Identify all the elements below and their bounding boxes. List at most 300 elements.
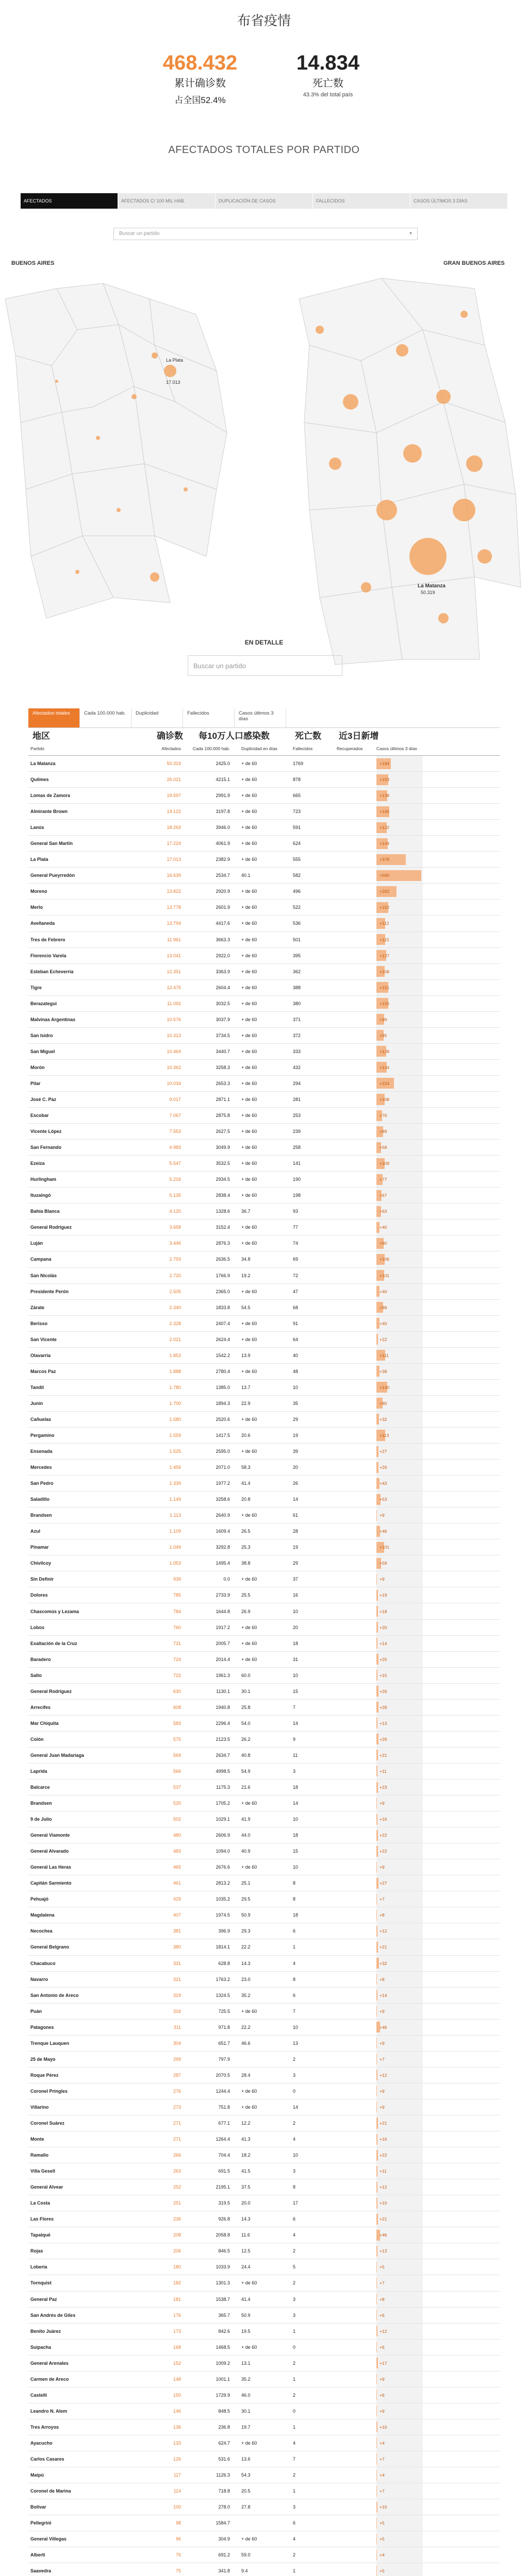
bubble[interactable] (131, 394, 137, 399)
bubble[interactable] (361, 582, 371, 592)
table-row[interactable] (28, 1044, 500, 1060)
cell-fallecidos: 536 (293, 921, 301, 926)
cell-duplicidad: + de 60 (241, 889, 257, 894)
table-row[interactable] (28, 1124, 500, 1140)
cell-duplicidad: 35.2 (241, 2376, 251, 2382)
bubble[interactable] (316, 326, 324, 334)
table-row[interactable] (28, 1300, 500, 1316)
cell-duplicidad: + de 60 (241, 2536, 257, 2542)
col-partido[interactable]: Partido (30, 745, 44, 751)
new-cases-bar (376, 1510, 377, 1521)
cell-duplicidad: + de 60 (241, 1145, 257, 1150)
bubble[interactable] (117, 508, 121, 512)
cell-fallecidos: 10 (293, 1817, 299, 1822)
table-row[interactable] (28, 1555, 500, 1571)
new-cases-bar (376, 1670, 377, 1681)
table-row[interactable] (28, 1620, 500, 1636)
cell-afectados: 316 (173, 2008, 181, 2014)
table-row[interactable] (28, 2004, 500, 2020)
bubble[interactable] (184, 487, 188, 492)
table-row[interactable] (28, 2483, 500, 2499)
cell-fallecidos: 2 (293, 2392, 296, 2398)
cell-fallecidos: 1 (293, 2568, 296, 2574)
table-row[interactable] (28, 2195, 500, 2211)
table-row[interactable] (28, 2340, 500, 2355)
table-row[interactable] (28, 2387, 500, 2403)
cell-duplicidad: 25.1 (241, 1880, 251, 1886)
table-row[interactable] (28, 2515, 500, 2531)
cell-partido: Luján (30, 1241, 43, 1246)
table-row[interactable] (28, 2115, 500, 2131)
table-row[interactable] (28, 900, 500, 916)
cell-partido: Lobería (30, 2264, 47, 2270)
table-row[interactable] (28, 1764, 500, 1780)
cell-ultimos (376, 852, 423, 867)
cell-ultimos (376, 772, 423, 787)
table-row[interactable] (28, 1700, 500, 1716)
table-row[interactable] (28, 852, 500, 868)
cell-afectados: 608 (173, 1704, 181, 1710)
tab-afectados[interactable]: AFECTADOS (21, 193, 118, 209)
table-row[interactable] (28, 2308, 500, 2324)
table-row[interactable] (28, 932, 500, 948)
cell-partido: Bolívar (30, 2504, 46, 2510)
cell-afectados: 10.576 (167, 1016, 181, 1022)
new-cases-label: +77 (380, 1177, 387, 1182)
table-row[interactable] (28, 1460, 500, 1476)
table-row[interactable] (28, 1652, 500, 1668)
cell-partido: Escobar (30, 1113, 49, 1118)
table-row[interactable] (28, 2067, 500, 2083)
cell-afectados: 1.049 (169, 1545, 181, 1550)
new-cases-bar (376, 2006, 377, 2016)
cell-partido: Malvinas Argentinas (30, 1016, 76, 1022)
bubble[interactable] (343, 394, 358, 410)
table-row[interactable] (28, 1716, 500, 1732)
cell-duplicidad: + de 60 (241, 809, 257, 815)
table-row[interactable] (28, 1988, 500, 2004)
bubble[interactable] (436, 389, 451, 404)
new-cases-bar (376, 2421, 377, 2432)
table-row[interactable] (28, 2147, 500, 2163)
new-cases-bar (376, 1942, 378, 1953)
table-row[interactable] (28, 1444, 500, 1460)
table-row[interactable] (28, 2099, 500, 2115)
cell-per-100k: 4417.6 (216, 921, 230, 926)
cell-ultimos (376, 1555, 423, 1571)
col-recuperados[interactable]: Recuperados (337, 745, 363, 751)
cell-duplicidad: + de 60 (241, 1080, 257, 1086)
table-row[interactable] (28, 1956, 500, 1972)
table-row[interactable] (28, 2083, 500, 2099)
bubble[interactable] (329, 457, 341, 470)
cell-afectados: 7.067 (169, 1113, 181, 1118)
table-row[interactable] (28, 1795, 500, 1811)
cell-afectados: 407 (173, 1912, 181, 1918)
new-cases-bar (376, 2534, 377, 2545)
cell-ultimos (376, 1284, 423, 1299)
cell-per-100k: 278.0 (218, 2504, 230, 2510)
table-row[interactable] (28, 1923, 500, 1939)
cell-partido: Lomas de Zamora (30, 793, 71, 799)
sort-tab-ultimos-3-dias[interactable]: Casos últimos 3 días (235, 708, 286, 727)
bubble[interactable] (75, 570, 79, 574)
cell-ultimos (376, 1891, 423, 1907)
cell-fallecidos: 665 (293, 793, 301, 799)
new-cases-label: +184 (380, 761, 390, 767)
cell-duplicidad: 46.0 (241, 2392, 251, 2398)
new-cases-label: +46 (380, 2024, 387, 2030)
table-row[interactable] (28, 1603, 500, 1619)
table-row[interactable] (28, 2355, 500, 2371)
cell-duplicidad: + de 60 (241, 1577, 257, 1582)
cell-fallecidos: 6 (293, 1928, 296, 1934)
cell-ultimos (376, 2099, 423, 2115)
new-cases-bar (376, 2389, 377, 2400)
cell-per-100k: 842.6 (218, 2328, 230, 2334)
cell-partido: Capitán Sarmiento (30, 1880, 72, 1886)
table-row[interactable] (28, 836, 500, 852)
cell-per-100k: 2636.5 (216, 1257, 230, 1262)
table-row[interactable] (28, 788, 500, 804)
sort-tab-fallecidos[interactable]: Fallecidos (183, 708, 235, 727)
table-row[interactable] (28, 1012, 500, 1028)
col-ultimos[interactable]: Casos últimos 3 días (376, 745, 417, 751)
table-row[interactable] (28, 1268, 500, 1284)
table-row[interactable] (28, 1380, 500, 1396)
table-row[interactable] (28, 884, 500, 900)
new-cases-label: +8 (380, 1976, 385, 1982)
table-row[interactable] (28, 772, 500, 788)
new-cases-label: +9 (380, 2376, 385, 2382)
table-row[interactable] (28, 2403, 500, 2419)
cell-per-100k: 1977.2 (216, 1481, 230, 1486)
table-row[interactable] (28, 1204, 500, 1219)
bubble[interactable] (460, 311, 468, 318)
new-cases-label: +138 (380, 793, 390, 799)
table-row[interactable] (28, 1348, 500, 1364)
new-cases-label: +99 (380, 1016, 387, 1022)
cell-duplicidad: 29.5 (241, 1896, 251, 1902)
cell-per-100k: 3663.3 (216, 937, 230, 942)
cell-afectados: 10.464 (167, 1048, 181, 1054)
new-cases-bar (376, 2405, 377, 2416)
table-row[interactable] (28, 1587, 500, 1603)
table-row[interactable] (28, 916, 500, 931)
table-row[interactable] (28, 1188, 500, 1204)
cell-partido: Pellegrini (30, 2520, 52, 2526)
cell-partido: Azul (30, 1529, 40, 1534)
table-row[interactable] (28, 1332, 500, 1348)
table-row[interactable] (28, 1811, 500, 1827)
table-row[interactable] (28, 1875, 500, 1891)
tab-per-100k[interactable]: AFECTADOS C/ 100 MIL HAB. (118, 193, 216, 209)
cell-fallecidos: 15 (293, 1849, 299, 1854)
cell-ultimos (376, 884, 423, 899)
new-cases-bar (376, 1830, 378, 1841)
table-row[interactable] (28, 1492, 500, 1507)
bubble[interactable] (453, 499, 475, 521)
table-row[interactable] (28, 2531, 500, 2547)
tab-fallecidos[interactable]: FALLECIDOS (313, 193, 410, 209)
table-row[interactable] (28, 1507, 500, 1523)
table-row[interactable] (28, 804, 500, 820)
cell-ultimos (376, 1939, 423, 1955)
cell-per-100k: 2604.4 (216, 985, 230, 990)
table-row[interactable] (28, 1636, 500, 1652)
table-row[interactable] (28, 2419, 500, 2435)
table-row[interactable] (28, 1859, 500, 1875)
new-cases-bar (376, 2246, 377, 2257)
table-row[interactable] (28, 1668, 500, 1684)
cell-fallecidos: 68 (293, 1304, 299, 1310)
cell-partido: General Paz (30, 2296, 57, 2302)
cell-afectados: 2.021 (169, 1336, 181, 1342)
share-text: 占全国52.4% (174, 95, 226, 105)
cell-partido: Berazategui (30, 1001, 57, 1006)
page-title: 布省疫情 (237, 13, 291, 29)
new-cases-bar (376, 2453, 377, 2464)
table-row[interactable] (28, 1412, 500, 1428)
table-row[interactable] (28, 2020, 500, 2036)
table-row[interactable] (28, 2435, 500, 2451)
bubble[interactable] (396, 344, 408, 357)
table-row[interactable] (28, 2371, 500, 2387)
cell-partido: Carmen de Areco (30, 2376, 69, 2382)
table-row[interactable] (28, 2467, 500, 2483)
cell-ultimos (376, 2403, 423, 2419)
table-row[interactable] (28, 1827, 500, 1843)
table-row[interactable] (28, 1476, 500, 1492)
cell-afectados: 939 (173, 1577, 181, 1582)
table-row[interactable] (28, 1316, 500, 1332)
buenos-aires-map[interactable] (0, 268, 237, 629)
col-afectados[interactable]: Afectados (161, 745, 181, 751)
bubble[interactable] (96, 436, 100, 440)
cell-partido: Balcarce (30, 1785, 50, 1790)
table-row[interactable] (28, 1092, 500, 1108)
cell-per-100k: 2934.5 (216, 1177, 230, 1182)
cell-fallecidos: 14 (293, 1720, 299, 1726)
cell-afectados: 273 (173, 2104, 181, 2110)
table-row[interactable] (28, 2036, 500, 2052)
cell-fallecidos: 77 (293, 1225, 299, 1230)
cell-partido: Esteban Echeverría (30, 969, 74, 974)
table-row[interactable] (28, 2243, 500, 2259)
table-row[interactable] (28, 1284, 500, 1300)
new-cases-bar (376, 2117, 378, 2128)
cell-partido: Baradero (30, 1656, 51, 1662)
table-row[interactable] (28, 820, 500, 836)
table-row[interactable] (28, 1251, 500, 1267)
cell-ultimos (376, 1636, 423, 1651)
table-row[interactable] (28, 980, 500, 996)
tab-ultimos-3-dias[interactable]: CASOS ÚLTIMOS 3 DÍAS (410, 193, 508, 209)
cell-per-100k: 691.5 (218, 2168, 230, 2174)
table-row[interactable] (28, 868, 500, 884)
table-row[interactable] (28, 1732, 500, 1748)
map-marker-value: 50.319 (421, 590, 435, 595)
bubble[interactable] (55, 380, 58, 383)
cell-partido: Laprida (30, 1768, 47, 1774)
table-row[interactable] (28, 2563, 500, 2576)
table-row[interactable] (28, 1156, 500, 1172)
cell-afectados: 117 (173, 2472, 181, 2478)
cell-ultimos (376, 1092, 423, 1107)
gran-buenos-aires-map[interactable] (258, 268, 528, 670)
cell-afectados: 96 (175, 2536, 181, 2542)
col-zh-ultimos: 近3日新增 (339, 731, 379, 741)
table-row[interactable] (28, 2227, 500, 2243)
table-row[interactable] (28, 2052, 500, 2067)
cell-fallecidos: 8 (293, 2184, 296, 2190)
map-region[interactable] (392, 577, 480, 659)
map-region[interactable] (309, 505, 392, 598)
bubble[interactable] (152, 352, 158, 359)
cell-fallecidos: 3 (293, 2504, 296, 2510)
bubble[interactable] (376, 500, 397, 520)
map-marker-label: La Plata (166, 358, 184, 363)
table-row[interactable] (28, 1140, 500, 1156)
col-duplicidad[interactable]: Duplicidad en días (241, 745, 277, 751)
table-row[interactable] (28, 2163, 500, 2179)
map-search-select[interactable] (113, 228, 418, 240)
cell-per-100k: 1584.7 (216, 2520, 230, 2526)
cell-duplicidad: + de 60 (241, 2344, 257, 2350)
cell-duplicidad: + de 60 (241, 1048, 257, 1054)
table-row[interactable] (28, 2211, 500, 2227)
cell-duplicidad: 12.2 (241, 2121, 251, 2126)
table-row[interactable] (28, 1235, 500, 1251)
table-row[interactable] (28, 1571, 500, 1587)
cell-per-100k: 2520.6 (216, 1416, 230, 1422)
bubble[interactable] (150, 572, 159, 582)
cell-partido: Lanús (30, 825, 44, 831)
map-region[interactable] (304, 422, 382, 510)
cell-ultimos (376, 2131, 423, 2147)
cell-afectados: 10.313 (167, 1032, 181, 1038)
cell-duplicidad: 19.7 (241, 2424, 251, 2430)
cell-per-100k: 797.9 (218, 2056, 230, 2062)
map-region[interactable] (72, 464, 155, 536)
new-cases-label: +155 (380, 1001, 390, 1006)
bubble[interactable] (164, 365, 176, 377)
table-row[interactable] (28, 948, 500, 964)
table-row[interactable] (28, 2324, 500, 2340)
cell-duplicidad: 13.7 (241, 1384, 251, 1390)
table-row[interactable] (28, 1780, 500, 1795)
table-row[interactable] (28, 1972, 500, 1988)
table-row[interactable] (28, 2547, 500, 2563)
cell-duplicidad: + de 60 (241, 1865, 257, 1870)
cell-partido: Chascomús y Lezama (30, 1608, 79, 1614)
table-row[interactable] (28, 2131, 500, 2147)
new-cases-label: +43 (380, 1481, 387, 1486)
col-fallecidos[interactable]: Fallecidos (293, 745, 313, 751)
table-row[interactable] (28, 1364, 500, 1380)
table-row[interactable] (28, 996, 500, 1012)
table-row[interactable] (28, 1843, 500, 1859)
cell-per-100k: 1301.3 (216, 2280, 230, 2286)
new-cases-bar (376, 1590, 378, 1601)
cell-fallecidos: 8 (293, 1880, 296, 1886)
table-row[interactable] (28, 1907, 500, 1923)
table-row[interactable] (28, 1172, 500, 1188)
bubble[interactable] (477, 549, 492, 564)
new-cases-bar (376, 2278, 377, 2289)
table-row[interactable] (28, 1748, 500, 1764)
new-cases-bar (376, 2102, 377, 2112)
table-row[interactable] (28, 1060, 500, 1076)
cell-fallecidos: 8 (293, 1976, 296, 1982)
cell-ultimos (376, 2067, 423, 2083)
col-zh-partido: 地区 (32, 731, 50, 741)
cell-fallecidos: 4 (293, 2440, 296, 2446)
cell-fallecidos: 14 (293, 1497, 299, 1502)
cell-afectados: 182 (173, 2280, 181, 2286)
table-row[interactable] (28, 2259, 500, 2275)
table-row[interactable] (28, 1428, 500, 1444)
col-per-100k[interactable]: Cada 100.000 hab. (192, 745, 230, 751)
bubble[interactable] (438, 613, 449, 623)
cell-ultimos (376, 2259, 423, 2275)
cell-afectados: 152 (173, 2360, 181, 2366)
cell-fallecidos: 10 (293, 1672, 299, 1678)
table-row[interactable] (28, 1891, 500, 1907)
new-cases-label: +106 (380, 1257, 390, 1262)
cell-fallecidos: 40 (293, 1352, 299, 1358)
sort-tab-per-100k[interactable]: Cada 100.000 hab. (80, 708, 131, 727)
bubble[interactable] (403, 444, 422, 463)
cell-duplicidad: + de 60 (241, 905, 257, 910)
table-row[interactable] (28, 1539, 500, 1555)
new-cases-label: +4 (380, 2472, 385, 2478)
cell-duplicidad: 11.6 (241, 2232, 250, 2238)
sort-tab-duplicidad[interactable]: Duplicidad (131, 708, 183, 727)
table-row[interactable] (28, 964, 500, 980)
cell-ultimos (376, 2275, 423, 2291)
table-row[interactable] (28, 1076, 500, 1092)
new-cases-label: +90 (380, 1241, 387, 1246)
table-row[interactable] (28, 1396, 500, 1412)
table-row[interactable] (28, 1108, 500, 1124)
map-region[interactable] (320, 587, 402, 665)
cell-partido: Salto (30, 1672, 42, 1678)
detail-search-input[interactable]: Buscar un partido (188, 655, 342, 676)
table-row[interactable] (28, 1684, 500, 1700)
sort-tab-afectados[interactable]: Afectados totales (28, 708, 80, 727)
table-row[interactable] (28, 2275, 500, 2291)
table-row[interactable] (28, 1028, 500, 1044)
cell-afectados: 1.700 (169, 1400, 181, 1406)
new-cases-bar (376, 2134, 377, 2145)
table-row[interactable] (28, 756, 500, 772)
tab-duplicacion[interactable]: DUPLICACIÓN DE CASOS (216, 193, 313, 209)
bubble[interactable] (409, 538, 447, 575)
table-row[interactable] (28, 2179, 500, 2195)
table-row[interactable] (28, 2451, 500, 2467)
table-row[interactable] (28, 1523, 500, 1539)
table-row[interactable] (28, 2499, 500, 2515)
cell-per-100k: 971.8 (218, 2024, 230, 2030)
table-row[interactable] (28, 2292, 500, 2308)
table-row[interactable] (28, 1939, 500, 1955)
table-row[interactable] (28, 1219, 500, 1235)
bubble[interactable] (466, 455, 483, 472)
cell-duplicidad: + de 60 (241, 921, 257, 926)
cell-partido: San Miguel (30, 1048, 55, 1054)
cell-afectados: 1.339 (169, 1481, 181, 1486)
